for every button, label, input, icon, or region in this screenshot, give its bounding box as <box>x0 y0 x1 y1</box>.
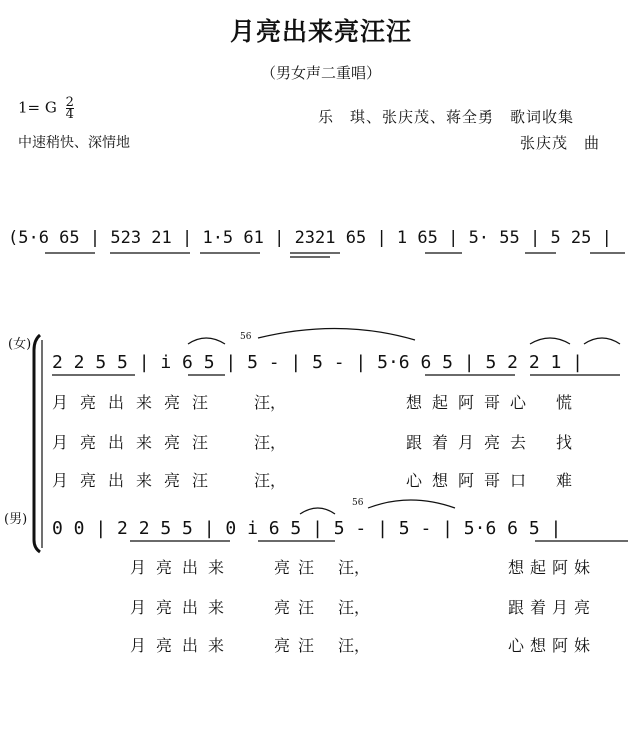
lyricists-credit: 乐 琪、张庆茂、蒋全勇 歌词收集 <box>318 108 575 126</box>
female-lyric-line-1 <box>52 390 572 413</box>
intro-notation: (5·6 65 | 523 21 | 1·5 61 | 2321 65 | 1 65 | 5· 55 | 5 25 | <box>8 228 612 248</box>
lyric-text: 月亮出来亮汪 <box>52 433 221 452</box>
lyric-text: 跟着月亮去 <box>406 433 537 452</box>
time-sig-bottom: 4 <box>65 107 74 122</box>
male-part-label: (男) <box>4 512 28 527</box>
female-grace-note: 56 <box>240 332 252 342</box>
lyric-text: 汪， <box>338 558 371 577</box>
lyric-text: 汪， <box>338 636 371 655</box>
lyric-text: 慌 <box>556 393 573 412</box>
female-lyric-line-2 <box>52 430 572 453</box>
lyric-text: 跟着月亮 <box>508 598 597 617</box>
intro-underlines <box>45 253 625 257</box>
lyric-text: 月亮出来 <box>130 636 235 655</box>
lyric-text: 亮汪 <box>274 598 323 617</box>
song-subtitle: （男女声二重唱） <box>260 64 381 82</box>
key-text: 1= G <box>18 98 57 117</box>
lyric-text: 难 <box>556 471 573 490</box>
lyric-text: 月亮出来亮汪 <box>52 471 221 490</box>
lyric-text: 想起阿妹 <box>508 558 597 577</box>
male-lyric-line-1 <box>130 555 596 578</box>
tempo-marking: 中速稍快、深情地 <box>18 135 130 151</box>
lyric-text: 汪， <box>254 393 287 412</box>
female-lyric-line-3 <box>52 468 572 491</box>
lyric-text: 月亮出来 <box>130 558 235 577</box>
female-part-label: (女) <box>8 337 32 352</box>
lyric-text: 心想阿哥口 <box>406 471 537 490</box>
lyric-text: 亮汪 <box>274 636 323 655</box>
lyric-text: 月亮出来亮汪 <box>52 393 221 412</box>
lyric-text: 汪， <box>338 598 371 617</box>
male-slurs <box>300 500 455 514</box>
lyric-text: 心想阿妹 <box>508 636 597 655</box>
composer-credit: 张庆茂 曲 <box>520 134 601 152</box>
lyric-text: 找 <box>556 433 573 452</box>
lyric-text: 月亮出来 <box>130 598 235 617</box>
system-brace <box>34 335 40 552</box>
lyric-text: 想起阿哥心 <box>406 393 537 412</box>
lyric-text: 汪， <box>254 433 287 452</box>
lyric-text: 汪， <box>254 471 287 490</box>
song-title: 月亮出来亮汪汪 <box>229 17 412 46</box>
lyric-text: 亮汪 <box>274 558 323 577</box>
male-lyric-line-2 <box>130 595 596 618</box>
male-lyric-line-3 <box>130 633 596 656</box>
time-sig-top: 2 <box>65 95 74 110</box>
female-slurs <box>188 328 620 344</box>
male-grace-note: 56 <box>352 498 364 508</box>
female-notation: 2 2 5 5 | i 6 5 | 5 - | 5 - | 5·6 6 5 | 5 2 2 1 | <box>52 352 584 373</box>
male-notation: 0 0 | 2 2 5 5 | 0 i 6 5 | 5 - | 5 - | 5·6 6 5 | <box>52 518 562 539</box>
